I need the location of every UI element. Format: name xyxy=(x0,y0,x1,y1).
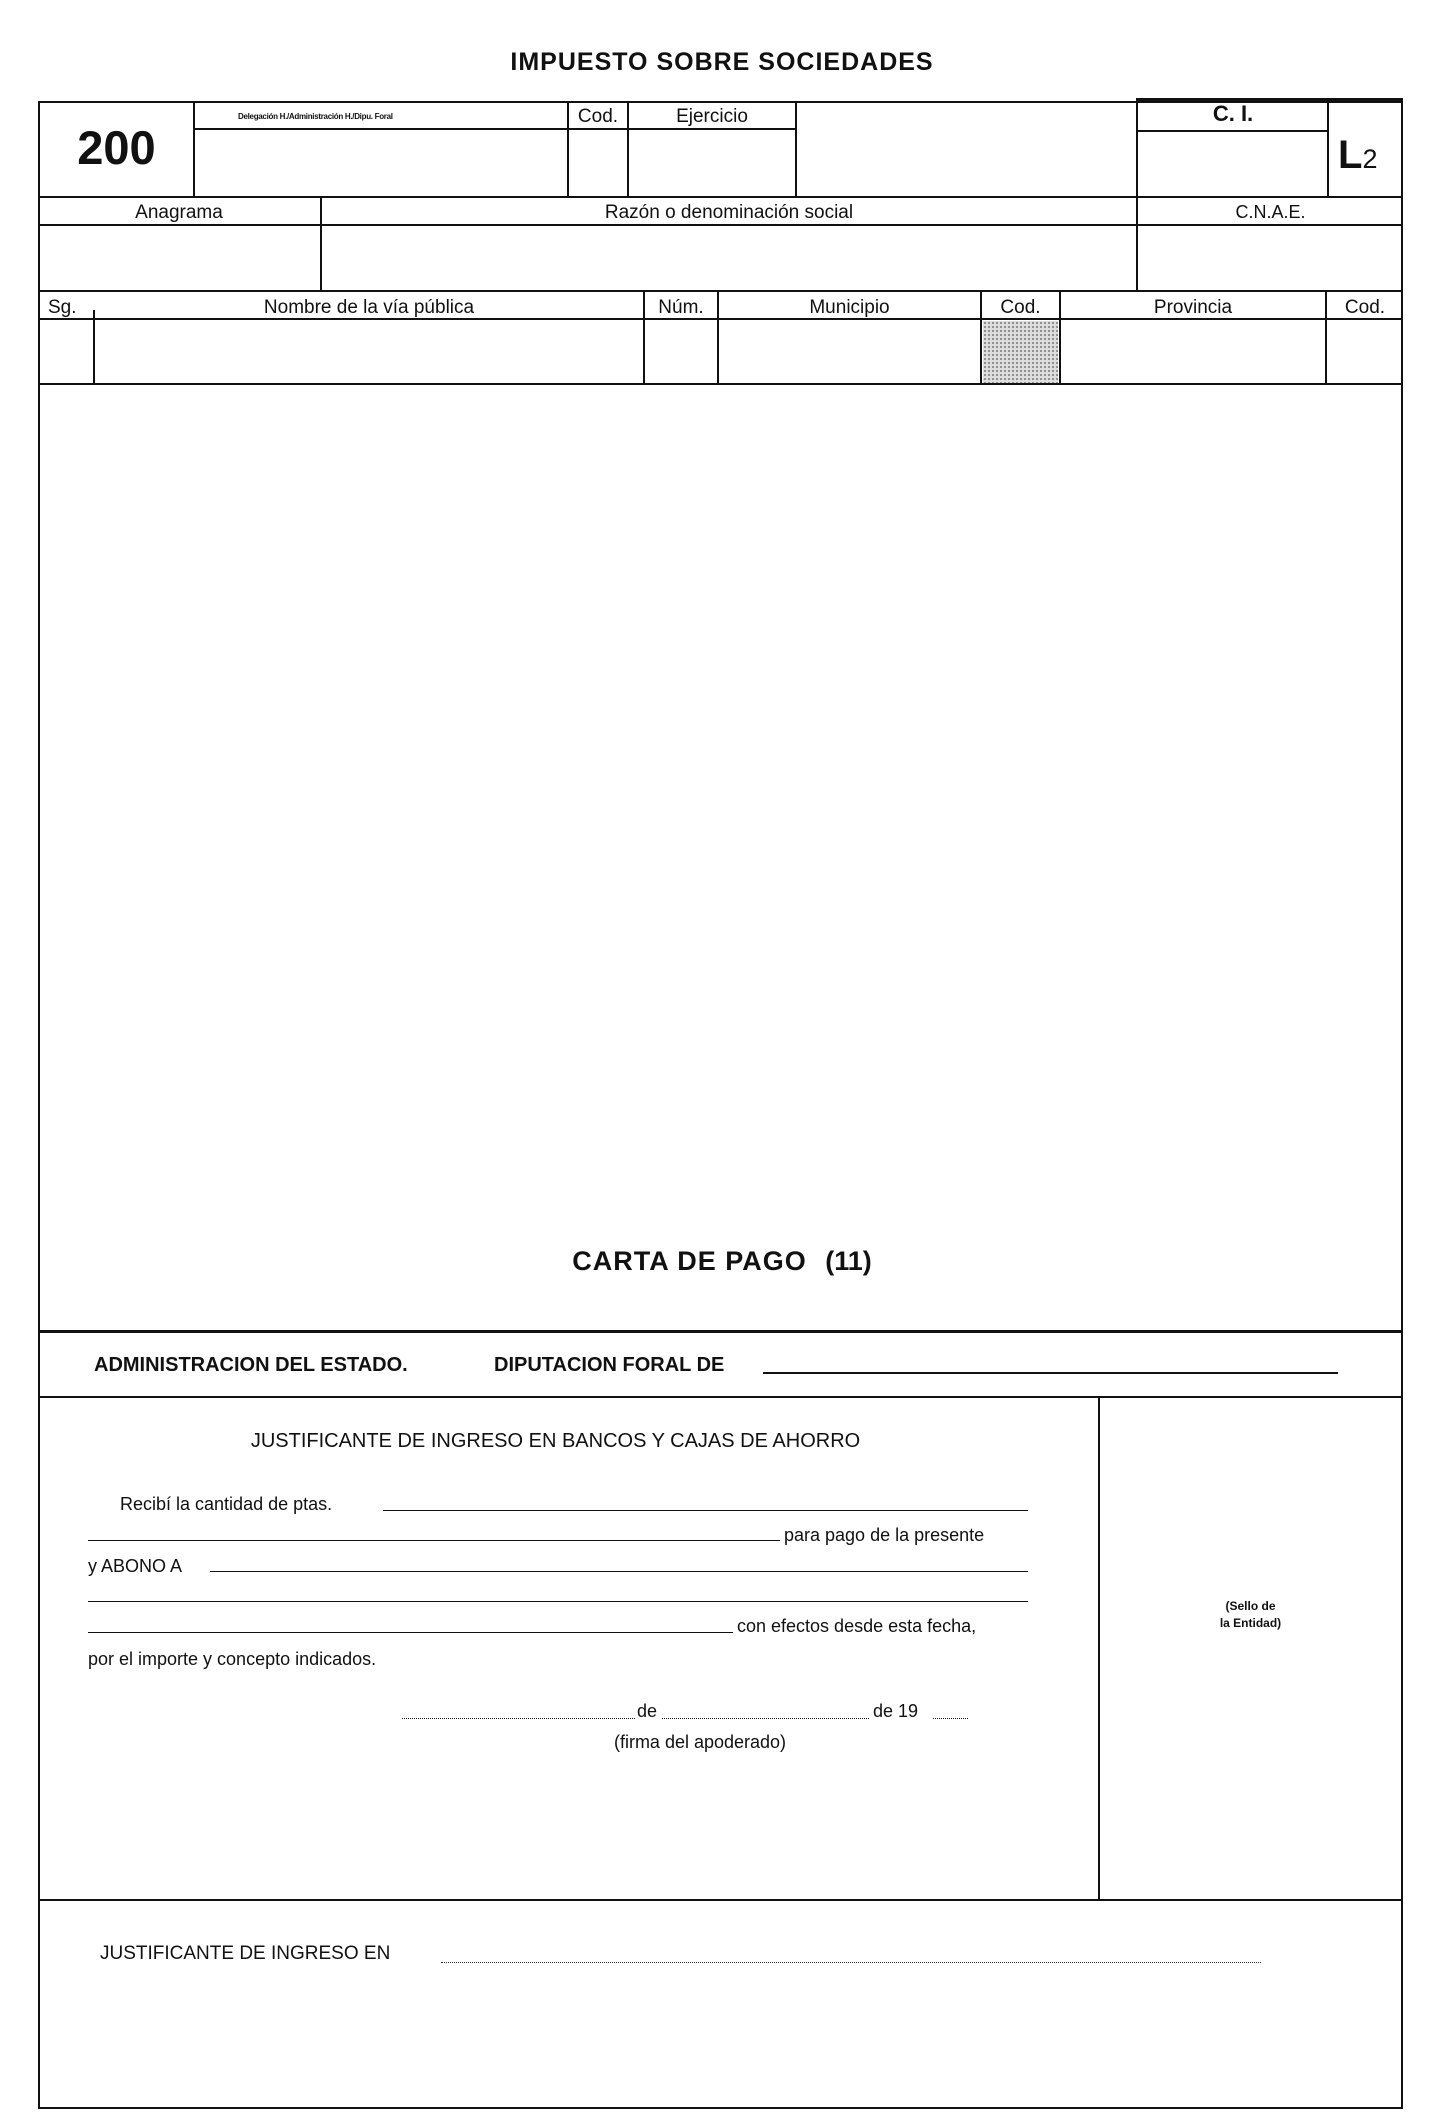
importe-label: por el importe y concepto indicados. xyxy=(88,1649,377,1669)
via-publica-field[interactable] xyxy=(96,321,642,382)
justificante-otros-label: JUSTIFICANTE DE INGRESO EN xyxy=(100,1943,391,1964)
municipio-cod-shaded-box xyxy=(983,321,1058,383)
carta-de-pago-note: (11) xyxy=(825,1246,872,1276)
sello-label-1: (Sello de xyxy=(1225,1599,1276,1613)
municipio-field[interactable] xyxy=(720,321,979,382)
copy-number: 2 xyxy=(1362,144,1378,174)
municipio-cod-label: Cod. xyxy=(1000,297,1041,318)
numero-field[interactable] xyxy=(646,321,716,382)
justificante-otros-field[interactable] xyxy=(441,1962,1261,1963)
numero-label: Núm. xyxy=(658,297,704,318)
model-number: 200 xyxy=(77,121,156,174)
firma-apoderado-label: (firma del apoderado) xyxy=(613,1732,787,1752)
sello-label-2: la Entidad) xyxy=(1219,1616,1282,1630)
cnae-field[interactable] xyxy=(1139,227,1401,289)
carta-de-pago-heading xyxy=(0,1248,1444,1275)
efectos-label: con efectos desde esta fecha, xyxy=(737,1616,977,1636)
provincia-label: Provincia xyxy=(1153,297,1233,318)
sg-label: Sg. xyxy=(48,297,77,318)
razon-social-label: Razón o denominación social xyxy=(604,202,854,223)
ci-field[interactable] xyxy=(1139,133,1326,195)
cnae-label: C.N.A.E. xyxy=(1235,202,1306,222)
ejercicio-field[interactable] xyxy=(630,131,794,195)
cantidad-ptas-field-2[interactable] xyxy=(88,1540,780,1541)
abono-field-2[interactable] xyxy=(88,1601,1028,1602)
abono-field[interactable] xyxy=(210,1571,1028,1572)
cod-label-top: Cod. xyxy=(577,106,619,127)
anagrama-field[interactable] xyxy=(40,227,318,289)
diputacion-foral-field[interactable] xyxy=(763,1372,1338,1374)
provincia-field[interactable] xyxy=(1062,321,1324,382)
recibi-label: Recibí la cantidad de ptas. xyxy=(120,1494,333,1514)
copy-indicator xyxy=(1338,135,1377,175)
provincia-cod-field[interactable] xyxy=(1328,321,1401,382)
para-pago-label: para pago de la presente xyxy=(784,1525,985,1545)
provincia-cod-label: Cod. xyxy=(1344,297,1386,318)
justificante-bancos-title: JUSTIFICANTE DE INGRESO EN BANCOS Y CAJAS DE AHORRO xyxy=(250,1430,861,1452)
via-publica-label: Nombre de la vía pública xyxy=(263,297,475,318)
de-label-1: de xyxy=(637,1701,658,1721)
administracion-estado-label: ADMINISTRACION DEL ESTADO. xyxy=(94,1354,408,1376)
de-label-2: de 19 xyxy=(873,1701,919,1721)
ejercicio-label: Ejercicio xyxy=(676,106,748,127)
fecha-anio-field[interactable] xyxy=(933,1718,968,1719)
carta-de-pago-title: CARTA DE PAGO xyxy=(572,1246,807,1276)
anagrama-label: Anagrama xyxy=(135,202,223,223)
cod-field-top[interactable] xyxy=(570,131,626,195)
sg-field[interactable] xyxy=(40,321,92,382)
ci-label: C. I. xyxy=(1212,101,1254,126)
delegacion-label: Delegación H./Administración H./Dipu. Foral xyxy=(238,112,393,121)
diputacion-foral-label: DIPUTACION FORAL DE xyxy=(494,1354,725,1376)
razon-social-field[interactable] xyxy=(323,227,1135,289)
municipio-label: Municipio xyxy=(809,297,890,318)
abono-label: y ABONO A xyxy=(88,1556,183,1576)
sello-entidad-area xyxy=(1100,1398,1401,1898)
fecha-mes-field[interactable] xyxy=(662,1718,869,1719)
copy-letter: L xyxy=(1338,133,1363,177)
cantidad-ptas-field[interactable] xyxy=(383,1510,1028,1511)
delegacion-field[interactable] xyxy=(196,131,566,195)
lugar-field[interactable] xyxy=(402,1718,635,1719)
form-title: IMPUESTO SOBRE SOCIEDADES xyxy=(510,48,934,76)
abono-field-3[interactable] xyxy=(88,1632,733,1633)
